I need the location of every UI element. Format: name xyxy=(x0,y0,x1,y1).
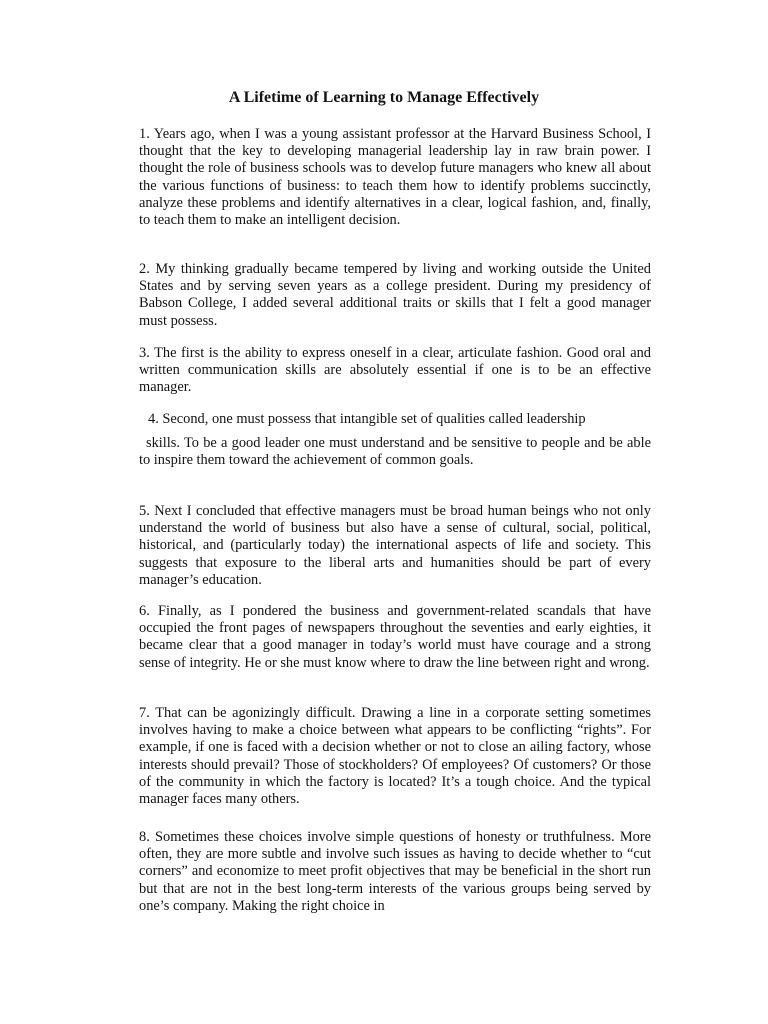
paragraph-1: 1. Years ago, when I was a young assistant professor at the Harvard Business School, I thought that the key to developing managerial leadership lay in raw brain power. I thought the role of business schools was to develop future managers who knew all about the various functions of business: to teach them how to identify problems succinctly, analyze these problems and identify alternatives in a clear, logical fashion, and, finally, to teach them to make an intelligent decision. xyxy=(139,126,651,229)
paragraph-7: 7. That can be agonizingly difficult. Drawing a line in a corporate setting sometimes involves having to make a choice between what appears to be conflicting “rights”. For example, if one is faced with a decision whether or not to close an ailing factory, whose interests should prevail? Those of stockholders? Of employees? Of customers? Or those of the community in which the factory is located? It’s a tough choice. And the typical manager faces many others. xyxy=(139,705,651,808)
document-title: A Lifetime of Learning to Manage Effectively xyxy=(228,89,540,106)
paragraph-8: 8. Sometimes these choices involve simple questions of honesty or truthfulness. More often, they are more subtle and involve such issues as having to decide whether to “cut corners” and economize to meet profit objectives that may be beneficial in the short run but that are not in the best long-term interests of the various groups being served by one’s company. Making the right choice in xyxy=(139,829,651,914)
paragraph-5: 5. Next I concluded that effective managers must be broad human beings who not only understand the world of business but also have a sense of cultural, social, political, historical, and (particularly today) the international aspects of life and society. This suggests that exposure to the liberal arts and humanities should be part of every manager’s education. xyxy=(139,503,651,588)
paragraph-2: 2. My thinking gradually became tempered by living and working outside the United States and by serving seven years as a college president. During my presidency of Babson College, I added several additional traits or skills that I felt a good manager must possess. xyxy=(139,261,651,329)
paragraph-3: 3. The first is the ability to express oneself in a clear, articulate fashion. Good oral and written communication skills are absolutely essential if one is to be an effective manager. xyxy=(139,345,651,396)
paragraph-4-first-line: 4. Second, one must possess that intangible set of qualities called leadership xyxy=(148,411,586,427)
paragraph-6: 6. Finally, as I pondered the business and government-related scandals that have occupied the front pages of newspapers throughout the seventies and early eighties, it became clear that a good manager in today’s world must have courage and a strong sense of integrity. He or she must know where to draw the line between right and wrong. xyxy=(139,603,651,671)
paragraph-4-continuation: skills. To be a good leader one must understand and be sensitive to people and be able to inspire them toward the achievement of common goals. xyxy=(139,435,651,469)
